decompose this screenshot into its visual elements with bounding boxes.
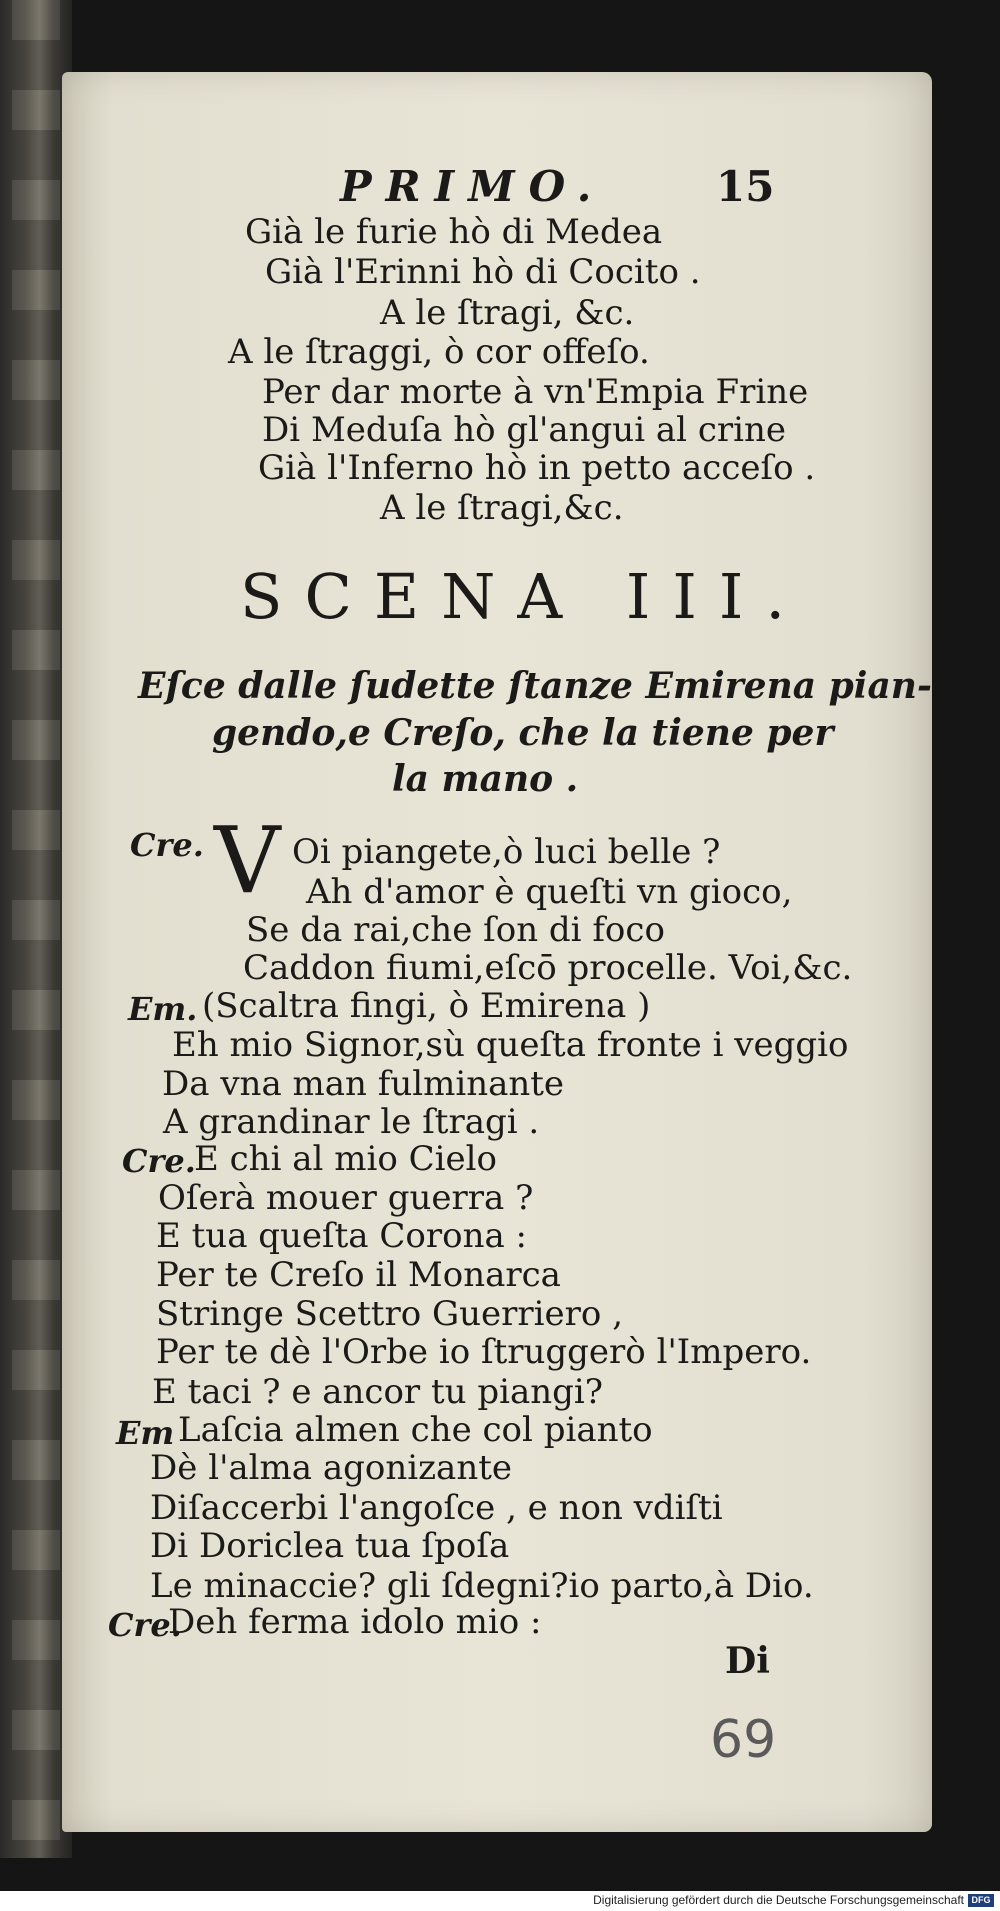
handwritten-folio-number: 69 (710, 1710, 777, 1770)
speaker-label: Cre. (130, 826, 204, 864)
verse-line: Già le furie hò di Medea (245, 212, 663, 252)
running-header: PRIMO. (340, 162, 606, 211)
dialogue-line: Stringe Scettro Guerriero , (156, 1294, 624, 1334)
dialogue-line: Diſaccerbi l'angoſce , e non vdiſti (150, 1488, 723, 1528)
dialogue-line: Di Doriclea tua ſpoſa (150, 1526, 510, 1566)
verse-line: Per dar morte à vn'Empia Frine (262, 372, 809, 412)
dialogue-line: Per te dè l'Orbe io ſtruggerò l'Impero. (156, 1332, 812, 1372)
dialogue-line: Per te Creſo il Monarca (156, 1255, 561, 1295)
dialogue-line: Laſcia almen che col pianto (178, 1410, 653, 1450)
stage-direction-line: Eſce dalle ſudette ſtanze Emirena pian- (138, 665, 932, 707)
scene-title: SCENA III. (240, 560, 808, 633)
speaker-label: Em (116, 1414, 175, 1452)
verse-line: A le ſtragi, &c. (380, 293, 635, 333)
footer-bar (0, 1891, 1000, 1911)
dialogue-line: Oſerà mouer guerra ? (158, 1178, 534, 1218)
catchword: Di (725, 1640, 770, 1682)
dialogue-line: (Scaltra fingi, ò Emirena ) (202, 986, 651, 1026)
speaker-label: Cre. (108, 1606, 182, 1644)
stage-direction-line: la mano . (392, 758, 579, 800)
dialogue-line: Da vna man fulminante (162, 1064, 565, 1104)
footer-credit: Digitalisierung gefördert durch die Deutsche Forschungsgemeinschaft (593, 1893, 964, 1907)
speaker-label: Em. (128, 990, 198, 1028)
verse-line: A le ſtraggi, ò cor offeſo. (228, 332, 650, 372)
dialogue-line: Se da rai,che ſon di foco (246, 910, 665, 950)
dfg-logo: DFG (968, 1894, 994, 1907)
dialogue-line: A grandinar le ſtragi . (163, 1102, 540, 1142)
speaker-label: Cre. (122, 1142, 196, 1180)
dialogue-line: Oi piangete,ò luci belle ? (292, 832, 721, 872)
dialogue-line: Caddon fiumi,eſcō procelle. Voi,&c. (243, 948, 853, 988)
dialogue-line: Le minaccie? gli ſdegni?io parto,à Dio. (150, 1566, 814, 1606)
dialogue-line: Eh mio Signor,sù queſta fronte i veggio (172, 1025, 849, 1065)
dialogue-line: Ah d'amor è queſti vn gioco, (306, 872, 793, 912)
stage-direction-line: gendo,e Creſo, che la tiene per (212, 712, 834, 754)
page-number: 15 (716, 162, 775, 211)
verse-line: Di Meduſa hò gl'angui al crine (262, 410, 787, 450)
verse-line: A le ſtragi,&c. (380, 488, 624, 528)
drop-cap: V (214, 807, 281, 914)
page-edges (12, 0, 60, 1858)
verse-line: Già l'Inferno hò in petto acceſo . (258, 448, 816, 488)
dialogue-line: Deh ferma idolo mio : (168, 1602, 542, 1642)
dialogue-line: E taci ? e ancor tu piangi? (152, 1372, 604, 1412)
dialogue-line: E chi al mio Cielo (194, 1139, 497, 1179)
dialogue-line: Dè l'alma agonizante (150, 1448, 513, 1488)
verse-line: Già l'Erinni hò di Cocito . (265, 252, 701, 292)
dialogue-line: E tua queſta Corona : (156, 1216, 528, 1256)
